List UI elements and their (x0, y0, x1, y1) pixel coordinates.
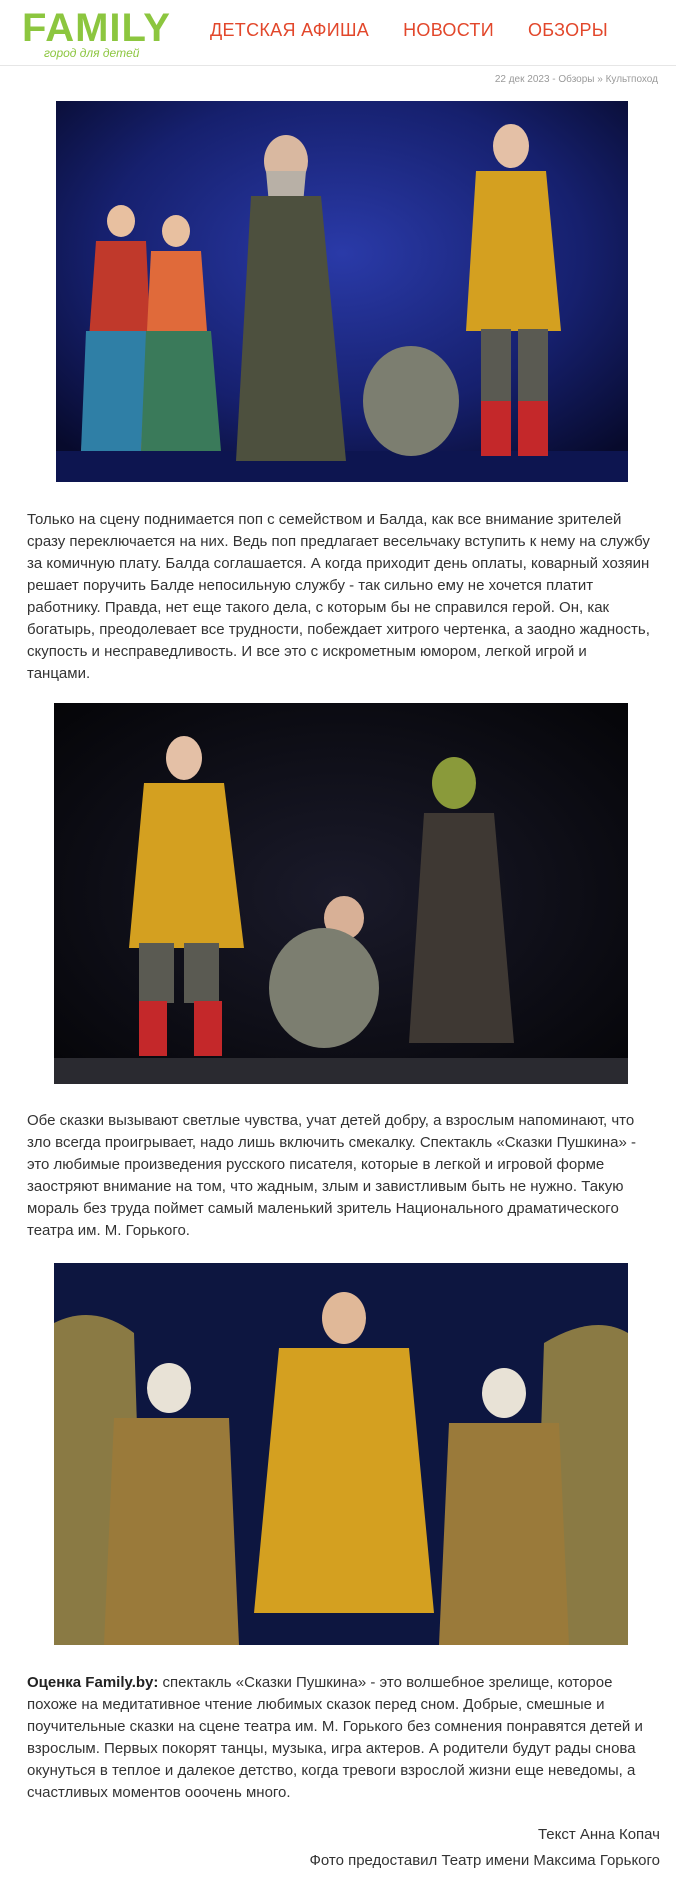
article-rating-paragraph (27, 1672, 652, 1804)
text-credit: Текст Анна Копач (537, 1826, 660, 1843)
breadcrumb-kultpokhod[interactable]: Культпоход (605, 74, 658, 85)
logo-tagline: город для детей (44, 46, 140, 60)
nav-item-afisha[interactable]: ДЕТСКАЯ АФИША (210, 20, 370, 40)
article-photo-3 (54, 1263, 628, 1645)
rating-label: Оценка Family.by: (27, 1674, 159, 1691)
nav-item-reviews[interactable]: ОБЗОРЫ (527, 20, 608, 40)
article-paragraph-2: Обе сказки вызывают светлые чувства, учат детей добру, а взрослым напоминают, что зло всегда проигрывает, надо лишь включить смекалку. Спектакль «Сказки Пушкина» - это любимые произведения русского писателя, которые в легкой и игровой форме заостряют внимание на том, что жадным, злым и завистливым быть не нужно. Такую мораль без труда поймет самый маленький зритель Национального драматического театра им. М. Горького. (27, 1112, 636, 1239)
rating-text: спектакль «Сказки Пушкина» - это волшебное зрелище, которое похоже на медитативное чтение любимых сказок перед сном. Добрые, смешные и поучительные сказки на сцене театра им. М. Горького без сомнения понравятся детей и взрослым. Первых покорят танцы, музыка, игра актеров. А родители будут рады снова окунуться в теплое и далекое детство, когда тревоги взрослой жизни еще неведомы, а счастливых моментов ооочень много. (27, 1674, 643, 1801)
article-date: 22 дек 2023 (494, 74, 550, 85)
site-logo[interactable] (22, 6, 171, 62)
article-photo-2 (54, 703, 628, 1084)
breadcrumb-reviews[interactable]: Обзоры (558, 74, 595, 85)
main-nav (210, 20, 608, 41)
article-paragraph-1: Только на сцену поднимается поп с семейством и Балда, как все внимание зрителей сразу переключается на них. Ведь поп предлагает весельчаку вступить к нему на службу за комичную плату. Балда соглашается. А когда приходит день оплаты, коварный хозяин решает поручить Балде непосильную службу - так сильно ему не хочется платит работнику. Правда, нет еще такого дела, с которым бы не справился герой. Он, как богатырь, преодолевает все трудности, побеждает хитрого чертенка, а заодно жадность, скупость и несправедливость. И все это с искрометным юмором, легкой игрой и танцами. (27, 511, 650, 682)
article-photo-1 (56, 101, 628, 482)
logo-wordmark: FAMILY (22, 6, 171, 50)
site-header (0, 0, 676, 66)
photo-credit: Фото предоставил Театр имени Максима Горького (309, 1852, 660, 1869)
article-meta: 22 дек 2023 - Обзоры » Культпоход (494, 74, 658, 85)
nav-item-news[interactable]: НОВОСТИ (403, 20, 494, 40)
